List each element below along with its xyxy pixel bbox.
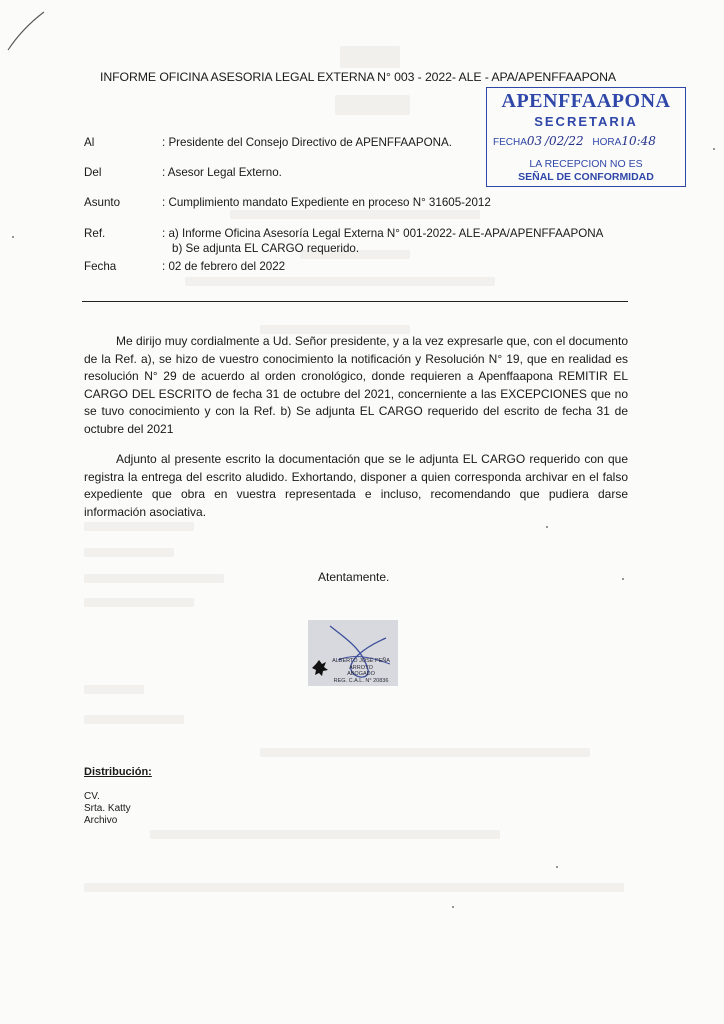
field-asunto-label: Asunto	[84, 196, 121, 209]
body-paragraph-1: Me dirijo muy cordialmente a Ud. Señor presidente, y a la vez expresarle que, con el documento de la Ref. a), se hizo de vuestro conocimiento la notificación y Resolución N° 19, que en realidad es resolución N° 29 de acuerdo al orden cronológico, donde requieren a Apenffaapona REMITIR EL CARGO DEL ESCRITO de fecha 31 de octubre del 2021, concerniente a las EXCEPCIONES que no se tuvo conocimiento y con la Ref. b) Se adjunta EL CARGO requerido del escrito de fecha 31 de octubre del 2021	[84, 334, 628, 436]
field-del-value: : Asesor Legal Externo.	[162, 166, 282, 179]
stamp-time-label: HORA	[592, 137, 622, 148]
stamp-organization: APENFFAAPONA	[501, 90, 671, 112]
stamp-day: 03	[526, 134, 543, 148]
field-asunto-value: : Cumplimiento mandato Expediente en proceso N° 31605-2012	[162, 196, 491, 209]
bleed-through	[150, 830, 500, 839]
seal-registration: REG. C.A.L. N° 20836	[333, 677, 389, 684]
body-paragraph-2: Adjunto al presente escrito la documentación que se le adjunta EL CARGO requerido con que registra la entrega del escrito aludido. Exhortando, disponer a quien corresponda archivar en el falso expediente que obra en vuestra representada e incluso, recomendando que pudiera darse información asociativa.	[84, 452, 628, 519]
scan-speck	[713, 148, 715, 150]
bleed-through	[84, 685, 144, 694]
signature-seal	[308, 620, 398, 686]
bleed-through	[84, 574, 224, 583]
bleed-through	[84, 548, 174, 557]
list-item: CV.	[84, 791, 100, 802]
field-al-value: : Presidente del Consejo Directivo de APENFFAAPONA.	[162, 136, 452, 149]
stamp-note-line2: SEÑAL DE CONFORMIDAD	[518, 171, 654, 183]
closing-salutation: Atentamente.	[318, 570, 390, 584]
stamp-time: 10:48	[621, 134, 656, 148]
stamp-year: 22	[568, 134, 584, 148]
bleed-through	[260, 748, 590, 757]
seal-text	[324, 658, 398, 684]
stamp-note-line1: LA RECEPCION NO ES	[529, 158, 643, 170]
scan-speck	[622, 578, 624, 580]
scan-speck	[556, 866, 558, 868]
field-ref-line2: b) Se adjunta EL CARGO requerido.	[172, 242, 360, 255]
bleed-through	[84, 715, 184, 724]
field-fecha-value: : 02 de febrero del 2022	[162, 260, 286, 273]
field-ref-label: Ref.	[84, 227, 106, 240]
report-title: INFORME OFICINA ASESORIA LEGAL EXTERNA N° 003 - 2022- ALE - APA/APENFFAAPONA	[100, 70, 617, 84]
list-item: Archivo	[84, 815, 118, 827]
bleed-through	[84, 883, 624, 892]
scan-speck	[452, 906, 454, 908]
distribution-list	[84, 791, 131, 828]
stamp-date-row: FECHA03 /02/22 HORA10:48	[493, 134, 656, 148]
field-al-label: Al	[84, 136, 95, 149]
bleed-through	[185, 277, 495, 286]
field-fecha-label: Fecha	[84, 260, 117, 273]
bleed-through	[230, 210, 480, 219]
seal-name: ALBERTO JOSÉ PEÑA ARROYO	[332, 658, 390, 671]
reception-stamp	[486, 87, 686, 187]
header-divider	[82, 301, 628, 302]
bleed-through	[335, 95, 410, 115]
field-del-label: Del	[84, 166, 102, 179]
distribution-title: Distribución:	[84, 766, 152, 778]
scan-speck	[546, 526, 548, 528]
bleed-through	[340, 46, 400, 68]
list-item: Srta. Katty	[84, 803, 131, 815]
seal-title: ABOGADO	[347, 671, 375, 677]
field-ref-line1: : a) Informe Oficina Asesoría Legal Externa N° 001-2022- ALE-APA/APENFFAAPONA	[162, 227, 604, 240]
scan-speck	[12, 236, 14, 238]
bleed-through	[84, 522, 194, 531]
stamp-date-label: FECHA	[493, 137, 527, 148]
stamp-month: 02	[549, 134, 565, 148]
bleed-through	[84, 598, 194, 607]
stamp-office: SECRETARIA	[534, 114, 638, 129]
pen-stroke-mark	[6, 8, 50, 52]
